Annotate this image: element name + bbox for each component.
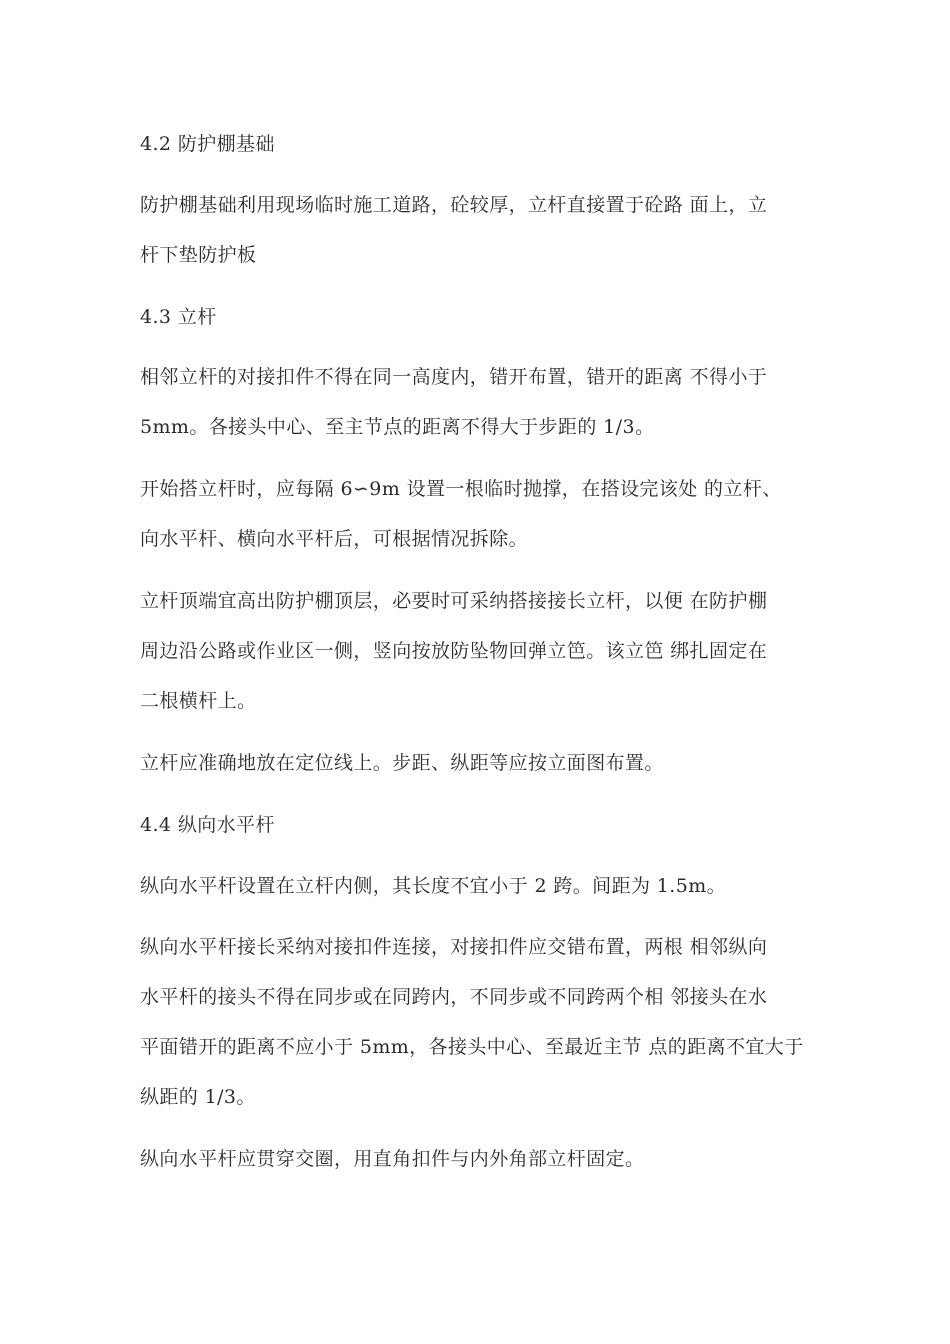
inner-paragraph-line-1: 纵向水平杆设置在立杆内侧，其长度不宜小于 2 跨。间距为 1.5m。 — [140, 875, 727, 897]
bracing-paragraph-line-2: 向水平杆、横向水平杆后，可根据情况拆除。 — [140, 528, 529, 550]
bracing-paragraph-line-1: 开始搭立杆时，应每隔 6∽9m 设置一根临时抛撑，在搭设完该处 的立杆、 — [140, 478, 782, 500]
joints-paragraph-line-1: 相邻立杆的对接扣件不得在同一高度内，错开布置，错开的距离 不得小于 — [140, 366, 768, 388]
top-paragraph-line-3: 二根横杆上。 — [140, 690, 257, 712]
ring-paragraph-line-1: 纵向水平杆应贯穿交圈，用直角扣件与内外角部立杆固定。 — [140, 1148, 645, 1170]
extension-paragraph-line-2: 水平杆的接头不得在同步或在同跨内，不同步或不同跨两个相 邻接头在水 — [140, 986, 768, 1008]
extension-paragraph-line-4: 纵距的 1/3。 — [140, 1086, 256, 1108]
section-heading-4-2: 4.2 防护棚基础 — [140, 133, 275, 155]
section-heading-4-3: 4.3 立杆 — [140, 306, 217, 328]
joints-paragraph-line-2: 5mm。各接头中心、至主节点的距离不得大于步距的 1/3。 — [140, 416, 655, 438]
extension-paragraph-line-3: 平面错开的距离不应小于 5mm，各接头中心、至最近主节 点的距离不宜大于 — [140, 1036, 804, 1058]
top-paragraph-line-1: 立杆顶端宜高出防护棚顶层，必要时可采纳搭接接长立杆，以便 在防护棚 — [140, 590, 768, 612]
section-heading-4-4: 4.4 纵向水平杆 — [140, 814, 275, 836]
top-paragraph-line-2: 周边沿公路或作业区一侧，竖向按放防坠物回弹立笆。该立笆 绑扎固定在 — [140, 640, 768, 662]
foundation-paragraph-line-1: 防护棚基础利用现场临时施工道路，砼较厚，立杆直接置于砼路 面上，立 — [140, 194, 768, 216]
extension-paragraph-line-1: 纵向水平杆接长采纳对接扣件连接，对接扣件应交错布置，两根 相邻纵向 — [140, 936, 768, 958]
position-paragraph-line-1: 立杆应准确地放在定位线上。步距、纵距等应按立面图布置。 — [140, 752, 664, 774]
foundation-paragraph-line-2: 杆下垫防护板 — [140, 244, 257, 266]
